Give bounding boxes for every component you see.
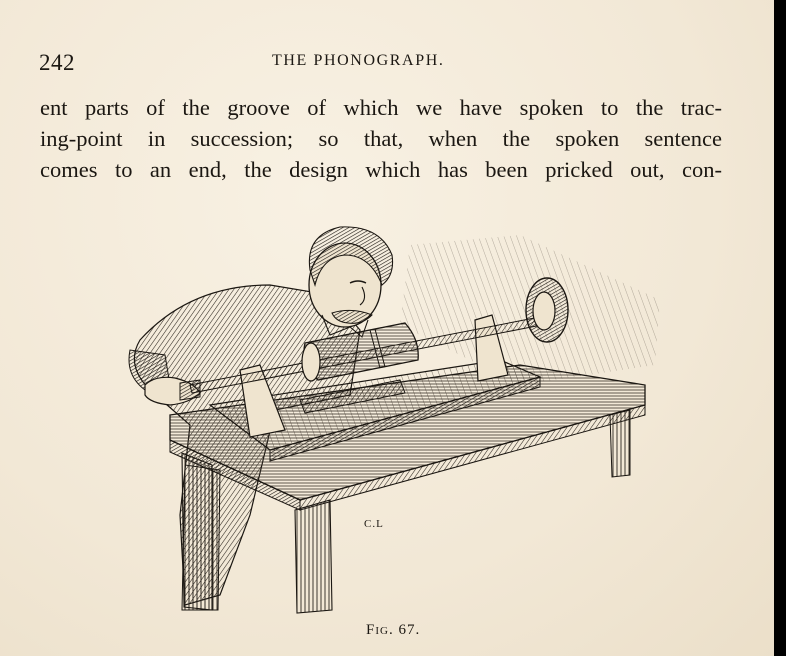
figure-caption: Fig. 67. [366,622,421,638]
body-text [40,92,722,185]
page-edge [774,0,780,656]
running-head: THE PHONOGRAPH. [272,52,445,69]
text-line: ent parts of the groove of which we have spoken to the trac- [40,95,722,120]
text-line: ing-point in succession; so that, when the spoken sentence [40,126,722,151]
page-number: 242 [39,50,75,75]
phonograph-illustration [100,215,700,620]
text-line: comes to an end, the design which has been pricked out, con- [40,157,722,182]
illustrator-signature: C.L [364,518,384,530]
